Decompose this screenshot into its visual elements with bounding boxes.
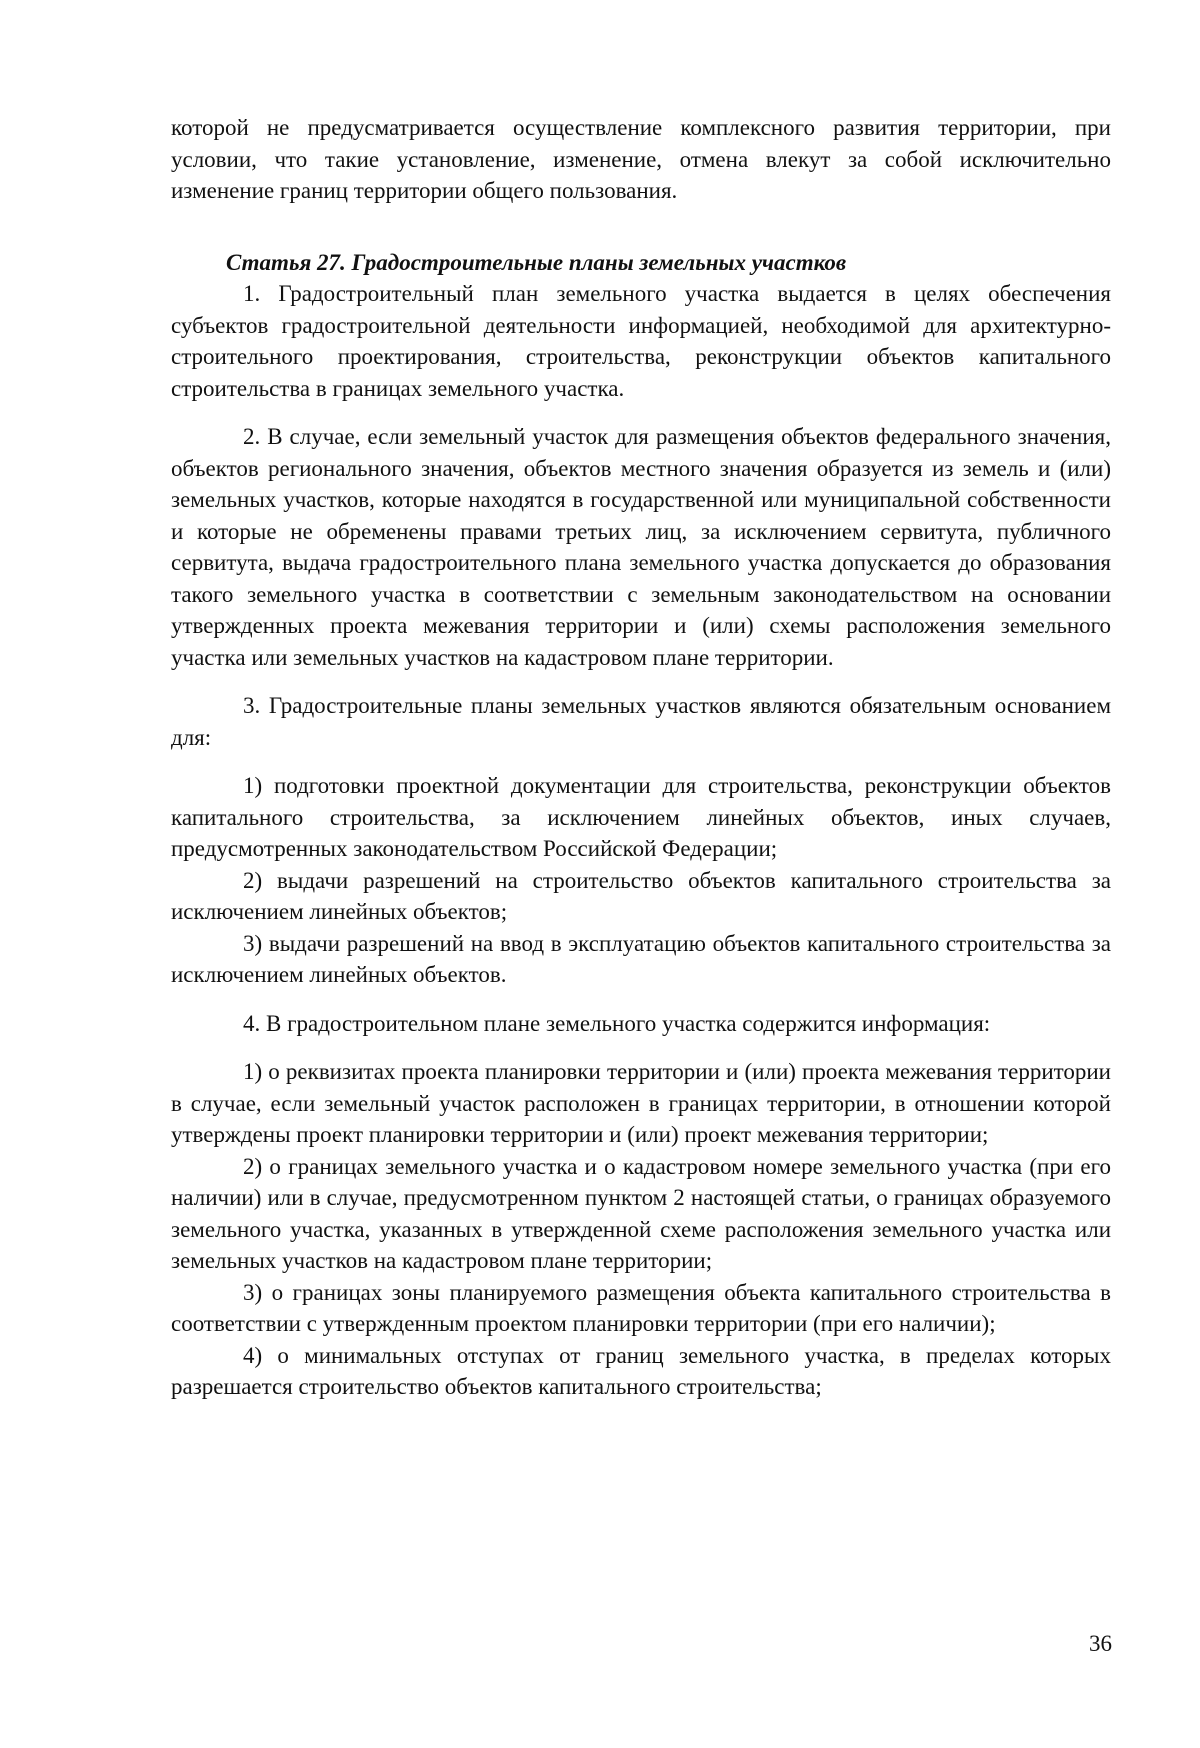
document-body [171, 112, 1111, 1403]
paragraph-4: 4. В градостроительном плане земельного участка содержится информация: [243, 1010, 991, 1036]
page-number: 36 [1089, 1631, 1112, 1656]
spacer [171, 673, 1111, 690]
list-item-4-1: 1) о реквизитах проекта планировки территории и (или) проекта межевания территории в случае, если земельный участок расположен в границах территории, в отношении которой утверждены проект планировки территории и (или) проект межевания территории; [171, 1059, 1111, 1147]
article-heading: Статья 27. Градостроительные планы земельных участков [226, 249, 847, 275]
spacer [171, 991, 1111, 1008]
list-item-3-1: 1) подготовки проектной документации для строительства, реконструкции объектов капитального строительства, за исключением линейных объектов, иных случаев, предусмотренных законодательством Российской Федерации; [171, 773, 1111, 861]
list-item-3-3: 3) выдачи разрешений на ввод в эксплуатацию объектов капитального строительства за исключением линейных объектов. [171, 930, 1111, 987]
paragraph-1: 1. Градостроительный план земельного участка выдается в целях обеспечения субъектов градостроительной деятельности информацией, необходимой для архитектурно-строительного проектирования, строительства, реконструкции объектов капитального строительства в границах земельного участка. [171, 281, 1111, 401]
list-item-4-4: 4) о минимальных отступах от границ земельного участка, в пределах которых разрешается строительство объектов капитального строительства; [171, 1342, 1111, 1399]
list-item-4-3: 3) о границах зоны планируемого размещения объекта капитального строительства в соответствии с утвержденным проектом планировки территории (при его наличии); [171, 1279, 1111, 1336]
carryover-paragraph: которой не предусматривается осуществление комплексного развития территории, при условии, что такие установление, изменение, отмена влекут за собой исключительно изменение границ территории общего пользования. [171, 115, 1111, 203]
list-item-3-2: 2) выдачи разрешений на строительство объектов капитального строительства за исключением линейных объектов; [171, 867, 1111, 924]
paragraph-3: 3. Градостроительные планы земельных участков являются обязательным основанием для: [171, 693, 1111, 750]
paragraph-2: 2. В случае, если земельный участок для размещения объектов федерального значения, объектов регионального значения, объектов местного значения образуется из земель и (или) земельных участков, которые находятся в государственной или муниципальной собственности и которые не обременены правами третьих лиц, за исключением сервитута, публичного сервитута, выдача градостроительного плана земельного участка допускается до образования такого земельного участка в соответствии с земельным законодательством на основании утвержденных проекта межевания территории и (или) схемы расположения земельного участка или земельных участков на кадастровом плане территории. [171, 424, 1111, 670]
spacer [171, 753, 1111, 770]
spacer [171, 207, 1111, 247]
spacer [171, 1039, 1111, 1056]
spacer [171, 404, 1111, 421]
list-item-4-2: 2) о границах земельного участка и о кадастровом номере земельного участка (при его наличии) или в случае, предусмотренном пунктом 2 настоящей статьи, о границах образуемого земельного участка, указанных в утвержденной схеме расположения земельного участка или земельных участков на кадастровом плане территории; [171, 1153, 1111, 1273]
